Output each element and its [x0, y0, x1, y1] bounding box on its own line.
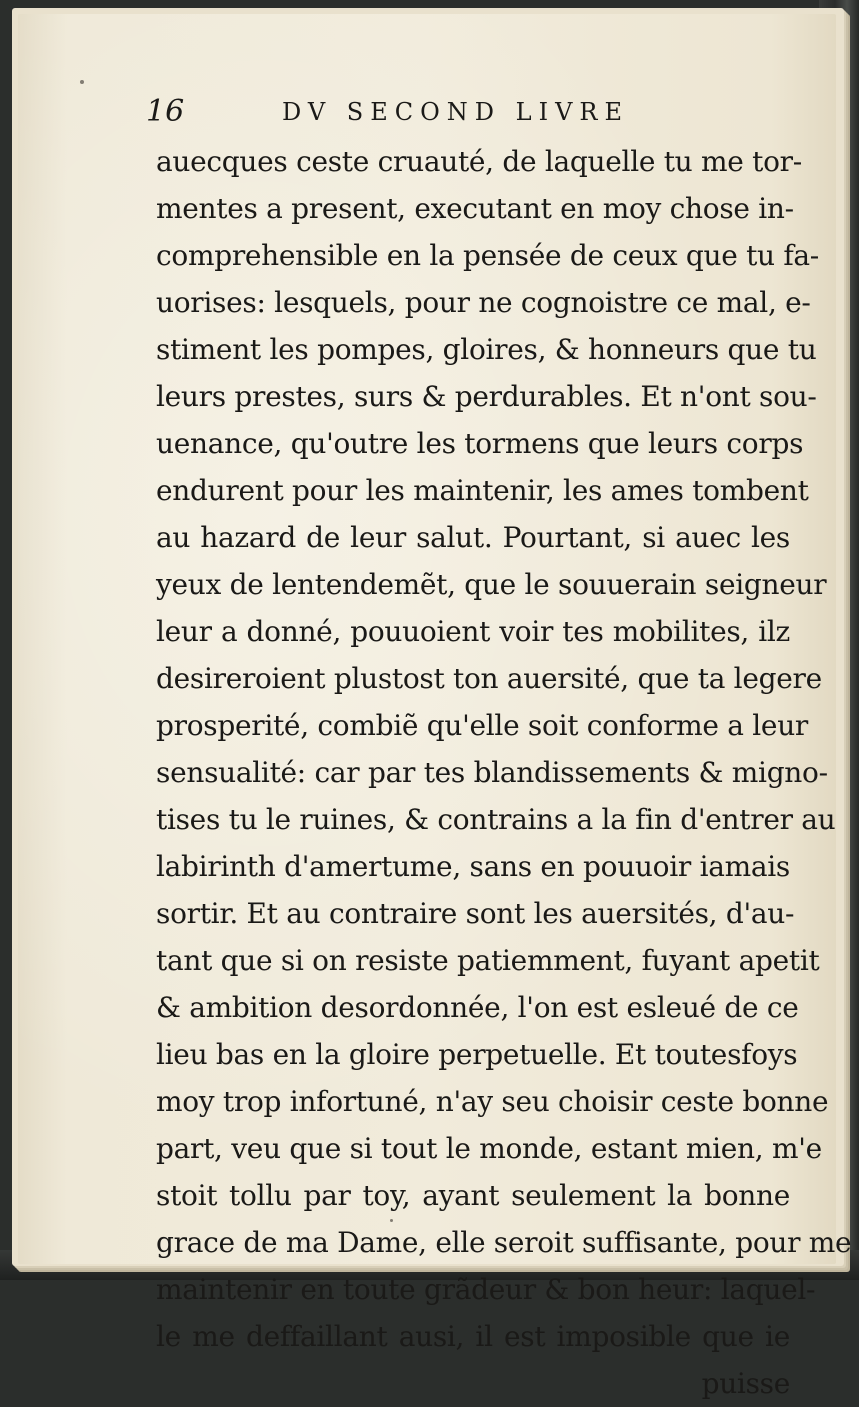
page-stack [12, 8, 852, 1400]
text-line: part, veu que si tout le monde, estant mien, m'e [156, 1132, 822, 1165]
text-line: auecques ceste cruauté, de laquelle tu me tor- [156, 145, 802, 178]
book-page [18, 14, 852, 1400]
text-line: & ambition desordonnée, l'on est esleué de ce [156, 991, 799, 1024]
text-line: tises tu le ruines, & contrains a la fin d'entrer au [156, 803, 836, 836]
text-line: uenance, qu'outre les tormens que leurs corps [156, 427, 804, 460]
text-line: prosperité, combiẽ qu'elle soit conforme a leur [156, 709, 809, 742]
text-line: sensualité: car par tes blandissements & migno- [156, 756, 828, 789]
text-line: leurs prestes, surs & perdurables. Et n'ont sou- [156, 380, 817, 413]
text-line: sortir. Et au contraire sont les auersités, d'au- [156, 897, 795, 930]
ink-speck [390, 1219, 393, 1222]
text-line: moy trop infortuné, n'ay seu choisir ceste bonne [156, 1085, 829, 1118]
page-header [146, 92, 786, 132]
text-line: stoit tollu par toy, ayant seulement la bonne [156, 1179, 790, 1212]
text-line: labirinth d'amertume, sans en pouuoir iamais [156, 850, 790, 883]
text-line: leur a donné, pouuoient voir tes mobilites, ilz [156, 615, 790, 648]
text-line: grace de ma Dame, elle seroit suffisante, pour me [156, 1226, 852, 1259]
text-line: stiment les pompes, gloires, & honneurs que tu [156, 333, 817, 366]
text-line: yeux de lentendemẽt, que le souuerain seigneur [156, 568, 827, 601]
text-line: comprehensible en la pensée de ceux que tu fa- [156, 239, 819, 272]
text-line: lieu bas en la gloire perpetuelle. Et toutesfoys [156, 1038, 798, 1071]
text-line: au hazard de leur salut. Pourtant, si auec les [156, 521, 790, 554]
text-line: endurent pour les maintenir, les ames tombent [156, 474, 809, 507]
catchword: puisse [701, 1367, 790, 1400]
body-text [156, 138, 852, 1407]
running-head: DV SECOND LIVRE [282, 98, 629, 126]
ink-speck [80, 80, 84, 84]
text-line: uorises: lesquels, pour ne cognoistre ce mal, e- [156, 286, 811, 319]
text-line: tant que si on resiste patiemment, fuyant apetit [156, 944, 820, 977]
text-line: le me deffaillant ausi, il est imposible que ie [156, 1320, 790, 1353]
page-number: 16 [146, 94, 185, 129]
text-line: mentes a present, executant en moy chose in- [156, 192, 794, 225]
text-line: maintenir en toute grãdeur & bon heur: laquel- [156, 1273, 816, 1306]
text-line: desireroient plustost ton auersité, que ta legere [156, 662, 822, 695]
